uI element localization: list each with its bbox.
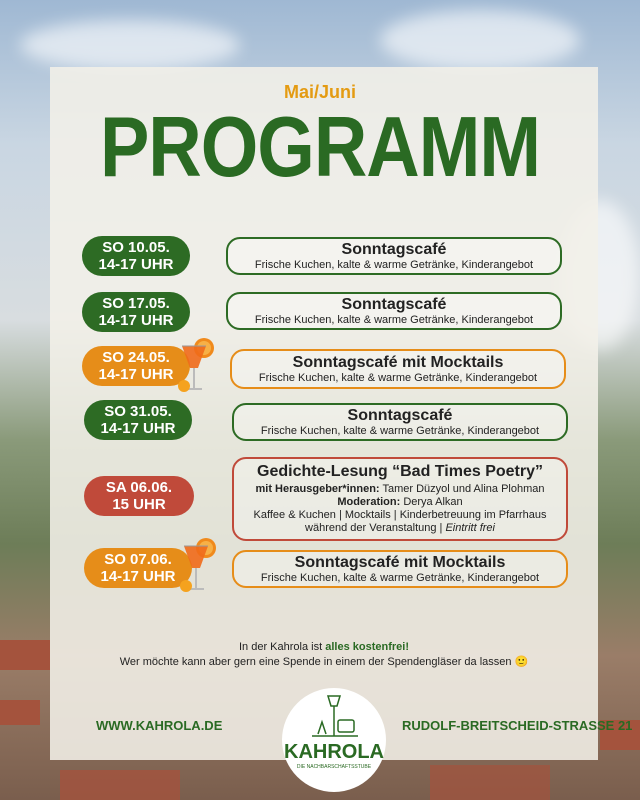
event-card xyxy=(232,403,568,441)
event-description: Frische Kuchen, kalte & warme Getränke, Kinderangebot xyxy=(254,259,534,271)
event-date-badge: SO 17.05. 14-17 UHR xyxy=(82,292,190,332)
event-title: Sonntagscafé mit Mocktails xyxy=(292,354,504,371)
logo-subtitle: DIE NACHBARSCHAFTSSTUBE xyxy=(296,764,372,770)
event-date-badge: SO 24.05. 14-17 UHR xyxy=(82,346,190,386)
donation-note: Wer möchte kann aber gern eine Spende in einem der Spendengläser da lassen 🙂 xyxy=(119,656,529,668)
event-title: Sonntagscafé xyxy=(341,296,447,313)
address-text: RUDOLF-BREITSCHEID-STRASSE 21 xyxy=(402,718,633,733)
cocktail-glass-icon xyxy=(178,536,218,596)
period-subtitle: Mai/Juni xyxy=(283,82,356,102)
event-date-badge: SO 10.05. 14-17 UHR xyxy=(82,236,190,276)
event-description: Frische Kuchen, kalte & warme Getränke, Kinderangebot xyxy=(254,314,534,326)
cocktail-glass-icon xyxy=(176,336,216,396)
event-date-badge: SO 07.06. 14-17 UHR xyxy=(84,548,192,588)
event-card xyxy=(230,349,566,389)
event-card xyxy=(226,237,562,275)
event-card xyxy=(232,457,568,541)
event-note: während der Veranstaltung | Eintritt frei xyxy=(305,522,495,534)
free-entry-note: In der Kahrola ist alles kostenfrei! xyxy=(239,641,409,653)
lamp-sofa-icon xyxy=(282,688,386,748)
website-link[interactable]: WWW.KAHROLA.DE xyxy=(96,718,223,733)
logo-name: KAHROLA xyxy=(284,741,384,763)
event-title: Gedichte-Lesung “Bad Times Poetry” xyxy=(257,463,543,480)
event-description: Frische Kuchen, kalte & warme Getränke, Kinderangebot xyxy=(260,425,540,437)
event-card xyxy=(226,292,562,330)
event-title: Sonntagscafé mit Mocktails xyxy=(294,554,506,571)
event-description: Kaffee & Kuchen | Mocktails | Kinderbetreuung im Pfarrhaus xyxy=(253,509,547,521)
event-title: Sonntagscafé xyxy=(347,407,453,424)
event-description: Frische Kuchen, kalte & warme Getränke, Kinderangebot xyxy=(260,572,540,584)
event-title: Sonntagscafé xyxy=(341,241,447,258)
event-date-badge: SO 31.05. 14-17 UHR xyxy=(84,400,192,440)
program-title: PROGRAMM xyxy=(99,98,541,195)
event-guests: mit Herausgeber*innen: Tamer Düzyol und Alina Plohman xyxy=(255,483,545,495)
event-date-badge: SA 06.06. 15 UHR xyxy=(84,476,194,516)
event-moderation: Moderation: Derya Alkan xyxy=(337,496,463,508)
event-description: Frische Kuchen, kalte & warme Getränke, Kinderangebot xyxy=(258,372,538,384)
kahrola-logo xyxy=(282,688,386,792)
event-card xyxy=(232,550,568,588)
